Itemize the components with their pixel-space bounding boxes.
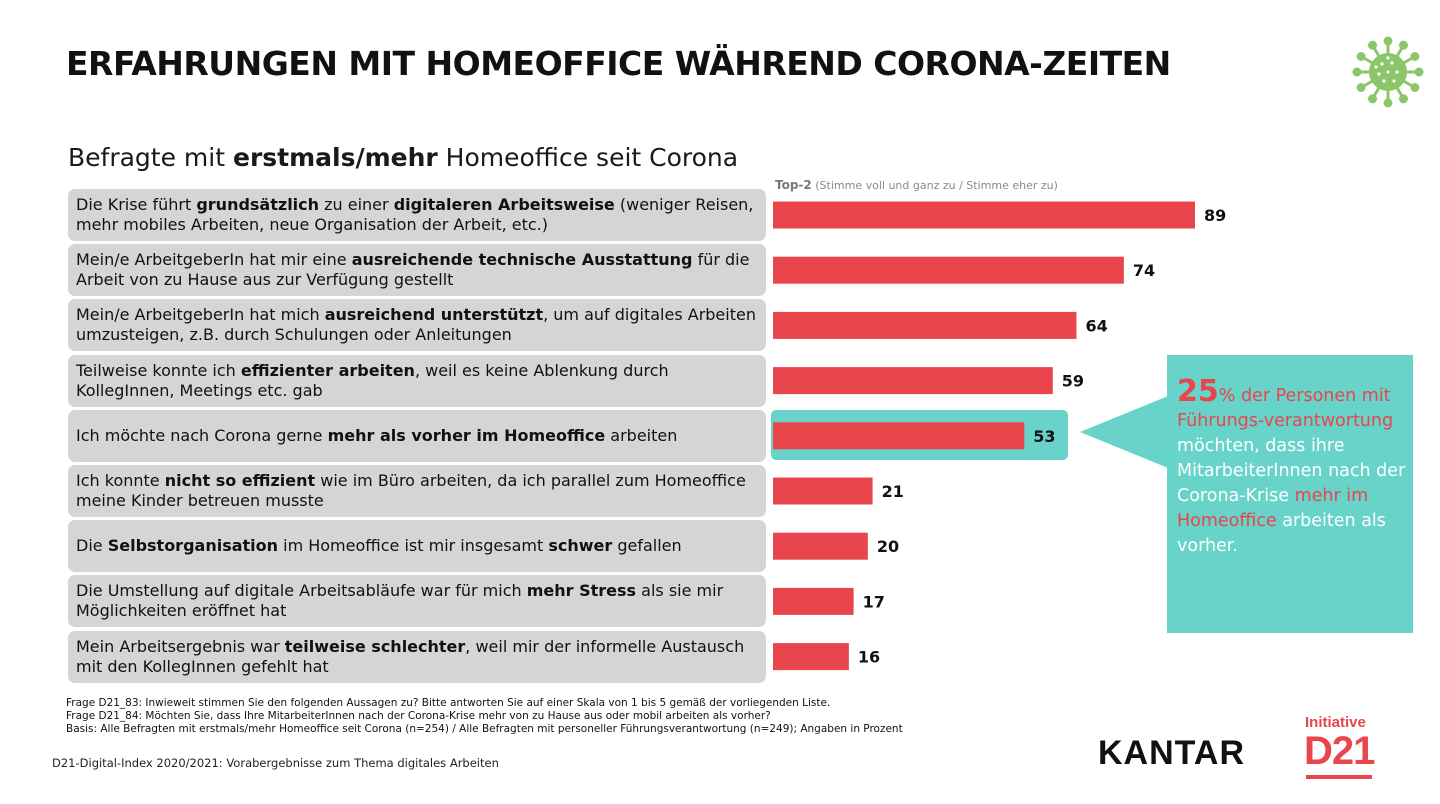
callout-part: arbeiten als vorher. (1177, 511, 1386, 556)
statement-part: Ich möchte nach Corona gerne (76, 425, 328, 445)
statement-part: (weniger Reisen, mehr mobiles Arbeiten, neue Organisation der Arbeit, etc.) (76, 195, 754, 234)
page-title: ERFAHRUNGEN MIT HOMEOFFICE WÄHREND CORONA-ZEITEN (66, 44, 1171, 83)
footnote-line: Frage D21_83: Inwieweit stimmen Sie den folgenden Aussagen zu? Bitte antworten Sie auf einer Skala von 1 bis 5 gemäß der vorliegenden Liste. (66, 697, 831, 709)
statement-part: Die (76, 536, 108, 556)
statement-part: teilweise schlechter (284, 636, 466, 656)
statement-part: Teilweise konnte ich (76, 360, 241, 380)
statement-part: Die Krise führt (76, 195, 197, 214)
statement-part: Die Umstellung auf digitale Arbeitsabläufe war für mich (76, 581, 527, 601)
footnotes (66, 697, 903, 736)
statement-part: effizienter arbeiten (240, 360, 415, 380)
statement-part: Selbstorganisation (107, 536, 279, 556)
bar (773, 367, 1053, 394)
subtitle-pre: Befragte mit (68, 143, 233, 172)
statement-part: wie im Büro arbeiten, da ich parallel zum Homeoffice meine Kinder betreuen musste (76, 471, 746, 510)
statement-part: zu einer (319, 195, 394, 214)
bar-value-label: 64 (1085, 316, 1108, 336)
statement-part: mehr Stress (526, 581, 637, 601)
callout-arrow (1080, 396, 1168, 468)
statement-part: schwer (548, 536, 613, 556)
d21-underline (1306, 775, 1372, 779)
statement-part: ausreichende technische Ausstattung (351, 250, 693, 270)
initiative-label: Initiative (1305, 714, 1366, 731)
kantar-logo: KANTAR (1098, 734, 1246, 772)
subtitle-post: Homeoffice seit Corona (437, 143, 739, 172)
statement-part: , weil mir der informelle Austausch mit den KollegInnen gefehlt hat (76, 636, 745, 676)
bar-value-label: 59 (1061, 371, 1085, 391)
top2-detail: (Stimme voll und ganz zu / Stimme eher zu) (815, 179, 1058, 192)
callout-number: 25 (1177, 374, 1219, 409)
d21-logo: D21 (1304, 729, 1375, 773)
callout-text (1177, 374, 1407, 559)
bar-value-label: 20 (876, 537, 900, 557)
bar (773, 478, 873, 505)
bar-value-label: 89 (1204, 206, 1227, 225)
statement-part: für die Arbeit von zu Hause aus zur Verfügung gestellt (76, 250, 750, 290)
statement-part: , weil es keine Ablenkung durch KollegInnen, Meetings etc. gab (76, 360, 669, 400)
bar (773, 202, 1195, 229)
statement-part: grundsätzlich (196, 195, 320, 214)
statement-part: digitaleren Arbeitsweise (393, 195, 615, 214)
bar (773, 422, 1024, 449)
statement-part: ausreichend unterstützt (324, 305, 544, 325)
bar-value-label: 74 (1132, 261, 1156, 281)
source-note: D21-Digital-Index 2020/2021: Vorabergebnisse zum Thema digitales Arbeiten (52, 756, 499, 770)
callout-part: mehr im Homeoffice (1177, 486, 1369, 531)
callout-part: % der Personen mit Führungs-verantwortung (1177, 386, 1394, 431)
bar (773, 643, 849, 670)
bar (773, 533, 868, 560)
statement-part: , um auf digitales Arbeiten umzusteigen, z.B. durch Schulungen oder Anleitungen (76, 305, 756, 345)
statement-part: arbeiten (605, 425, 678, 445)
statement-part: Mein Arbeitsergebnis war (76, 636, 285, 656)
statement-part: als sie mir Möglichkeiten eröffnet hat (76, 581, 724, 621)
callout-part: möchten, dass ihre MitarbeiterInnen nach der Corona-Krise (1177, 436, 1406, 506)
bar (773, 312, 1076, 339)
bar-value-label: 21 (881, 482, 904, 501)
bar (773, 588, 854, 615)
statement-part: Mein/e ArbeitgeberIn hat mir eine (76, 250, 352, 270)
footnote-line: Basis: Alle Befragten mit erstmals/mehr Homeoffice seit Corona (n=254) / Alle Befragten mit personeller Führungsverantwortung (n=249); Angaben in Prozent (66, 723, 903, 735)
top2-label: Top-2 (775, 178, 812, 192)
subtitle-bold: erstmals/mehr (232, 143, 438, 172)
statement-part: Ich konnte (76, 471, 165, 490)
statement-part: im Homeoffice ist mir insgesamt (278, 536, 549, 556)
statement-part: nicht so effizient (164, 471, 316, 490)
bar (773, 257, 1124, 284)
statement-part: Mein/e ArbeitgeberIn hat mich (76, 305, 325, 325)
statement-part: mehr als vorher im Homeoffice (327, 425, 606, 445)
statement-part: gefallen (612, 536, 682, 556)
bar-value-label: 16 (857, 647, 881, 667)
bar-value-label: 17 (862, 592, 885, 612)
footnote-line: Frage D21_84: Möchten Sie, dass Ihre MitarbeiterInnen nach der Corona-Krise mehr von zu Hause aus oder mobil arbeiten als vorher? (66, 710, 771, 722)
bar-value-label: 53 (1033, 426, 1056, 446)
